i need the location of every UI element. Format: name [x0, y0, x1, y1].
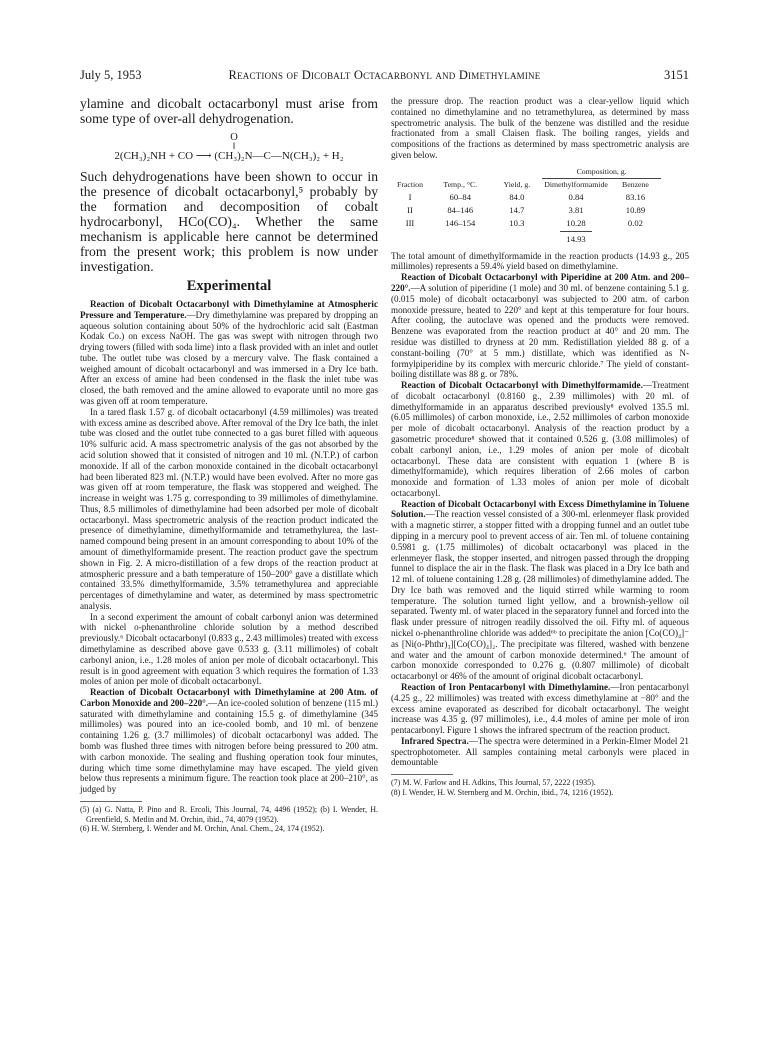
- running-head: [80, 68, 689, 84]
- table-cell: 10.89: [625, 204, 646, 215]
- table-cell: 3.81: [568, 204, 584, 215]
- table-cell: 83.16: [625, 191, 646, 202]
- piperidine-paragraph: [391, 272, 689, 380]
- paragraph-text: —Treatment of dicobalt octacarbonyl (0.8160 g., 2.39 millimoles) with 20 ml. of dimethylformamide in an apparatus described previously⁸ evolved 135.5 ml. (6.05 millimoles) of carbon monoxide, i.e., 2.52 millimoles of carbon monoxide per mole of dicobalt octacarbonyl. Analysis of the reaction product by a gasometric procedure⁸ showed that it contained 0.526 g. (3.08 millimoles) of cobalt carbonyl anion, i.e., 1.29 moles of anion per mole of dicobalt octacarbonyl. These data are consistent with equation 1 (where B is dimethylformamide), which requires liberation of 2.66 moles of carbon monoxide and formation of 1.33 moles of anion per mole of dicobalt octacarbonyl.: [391, 380, 689, 498]
- paragraph-text: —An ice-cooled solution of benzene (115 ml.) saturated with dimethylamine and containing 15.5 g. of dimethylamine (345 millimoles) was poured into an ice-cooled bomb, and 10 ml. of benzene containing 1.26 g. (3.7 millimoles) of dicobalt octacarbonyl was added. The bomb was flushed three times with nitrogen before being pressured to 200 atm. with carbon monoxide. The sealing and flushing operation took four minutes, during which time some dimethylamine may have escaped. The yield given below thus represents a minimum figure. The reaction took place at 200–210°, as judged by: [80, 697, 379, 795]
- left-column: [80, 96, 378, 834]
- run-in-heading: Infrared Spectra.: [401, 735, 469, 746]
- run-in-heading: Reaction of Dicobalt Octacarbonyl with Dimethylamine at 200 Atm. of Carbon Monoxide and 200–220°.: [80, 687, 378, 708]
- paragraph-text: —A solution of piperidine (1 mole) and 30 ml. of benzene containing 5.1 g. (0.015 mole) of dicobalt octacarbonyl was subjected to 200 atm. of carbon monoxide pressure, heated to 220° and kept at this temperature for four hours. After cooling, the autoclave was opened and the products were removed. Benzene was evaporated from the reaction product at 40° and 20 mm. The residue was distilled to dryness at 20 mm. Redistillation yielded 88 g. of a constant-boiling (70° at 5 mm.) distillate, which was identified as N-formylpiperidine by its complex with mercuric chloride.⁷ The yield of constant-boiling distillate was 88 g. or 78%.: [391, 283, 689, 380]
- yield-paragraph: The total amount of dimethylformamide in the reaction products (14.93 g., 205 millimoles) represents a 59.4% yield based on dimethylamine.: [391, 250, 689, 272]
- toluene-paragraph: [391, 499, 689, 682]
- page-number: 3151: [664, 68, 689, 82]
- table-cell: I: [408, 191, 412, 202]
- experimental-paragraph-2: In a tared flask 1.57 g. of dicobalt octacarbonyl (4.59 millimoles) was treated with excess amine as described above. After removal of the Dry Ice bath, the inlet tube was closed and the outlet tube connected to a gas buret filled with aqueous 10% sulfuric acid. A mass spectrometric analysis of the gas not absorbed by the acid solution showed that it consisted of nitrogen and 10 ml. (N.T.P.) of carbon monoxide. If all of the carbon monoxide contained in the dicobalt octacarbonyl had been liberated 823 ml. (N.T.P.) would have been evolved. After no more gas was given off at room temperature, the flask was stoppered and weighed. The increase in weight was 1.75 g. corresponding to 39 millimoles of dimethylamine. Thus, 8.5 millimoles of dimethylamine had been adsorbed per mole of dicobalt octacarbonyl. Mass spectrometric analysis of the reaction product indicated the presence of dimethylamine, dimethylformamide and tetramethylurea, the last-named compound being present in an amount corresponding to about 10% of the amount of dimethylformamide present. The reaction product gave the spectrum shown in Fig. 2. A micro-distillation of a few drops of the reaction product at atmospheric pressure and a bath temperature of 150–200° gave a distillate which contained 33.5% dimethylformamide, 3.5% tetramethylurea and appreciable percentages of dimethylamine and water, as determined by mass spectrometric analysis.: [80, 406, 378, 611]
- footnote-6: (6) H. W. Sternberg, I. Wender and M. Orchin, Anal. Chem., 24, 174 (1952).: [80, 824, 325, 834]
- table-cell: III: [405, 217, 415, 228]
- table-cell: 84–146: [447, 204, 474, 215]
- experimental-paragraph-1: [80, 299, 378, 407]
- paragraph-text: —Dry dimethylamine was prepared by dropping an aqueous solution containing about 50% of the hydrochloric acid salt (Eastman Kodak Co.) on excess NaOH. The gas was swept with nitrogen through two drying towers (filled with soda lime) into a flask provided with an inlet and outlet tube. The outlet tube was closed by a mercury valve. The flask contained a weighed amount of dicobalt octacarbonyl and was immersed in a Dry Ice bath. After an excess of amine had been condensed in the flask the inlet tube was closed, the bath removed and the amine allowed to evaporate until no more gas was given off at room temperature.: [80, 309, 378, 407]
- table-header: Temp., °C.: [443, 179, 478, 189]
- table-row: [391, 191, 661, 204]
- table-cell: 10.28: [566, 217, 586, 228]
- running-title: Reactions of Dicobalt Octacarbonyl and Dimethylamine: [228, 68, 541, 82]
- table-total-row: [391, 230, 661, 246]
- run-in-heading: Reaction of Dicobalt Octacarbonyl with Dimethylformamide.: [401, 380, 643, 391]
- dehydrogenation-paragraph: Such dehydrogenations have been shown to occur in the presence of dicobalt octacarbonyl,⁵ probably by the formation and decomposition of cobalt hydrocarbonyl, HCo(CO)₄. Whether the same mechanism is applicable here cannot be determined from the present work; this problem is now under investigation.: [80, 169, 378, 274]
- table-header: Fraction: [397, 179, 423, 189]
- table-header: Yield, g.: [503, 179, 531, 189]
- table-cell: 60–84: [449, 191, 471, 202]
- table-row: [391, 217, 661, 230]
- run-in-heading: Reaction of Dicobalt Octacarbonyl with Dimethylamine at Atmospheric Pressure and Temperature.: [80, 299, 378, 320]
- table-header: Benzene: [622, 179, 649, 189]
- table-row: [391, 204, 661, 217]
- footnote-8: (8) I. Wender, H. W. Sternberg and M. Orchin, ibid., 74, 1216 (1952).: [391, 787, 614, 797]
- table-cell: II: [407, 204, 413, 215]
- table-cell: 146–154: [445, 217, 476, 228]
- equation: 2(CH₃)₂NH + CO ⟶ (CH₃)₂N—C—N(CH₃)₂ + H₂: [114, 150, 344, 162]
- paragraph-text: —The reaction vessel consisted of a 300-ml. erlenmeyer flask provided with a magnetic stirrer, a stopper fitted with a dropping funnel and an outlet tube dipping in a mercury pool to prevent access of air. Ten ml. of toluene containing 0.5981 g. (1.75 millimoles) of dicobalt octacarbonyl was placed in the erlenmeyer flask, the stopper inserted, and nitrogen passed through the dropping funnel to displace the air in the flask. The flask was placed in a Dry Ice bath and 12 ml. of toluene containing 1.28 g. (28 millimoles) of dimethylamine added. The Dry Ice bath was removed and the liquid stirred while warming to room temperature. The solution turned light yellow, and a brownish-yellow oil separated. Twenty ml. of water placed in the separatory funnel and forced into the flask under pressure of nitrogen readily dissolved the oil. Fifty ml. of aqueous nickel o-phenanthroline chloride was added⁶ᵇ to precipitate the anion [Co(CO)₄]⁻ as [Ni(o-Phthr)₃][Co(CO)₄]₂. The precipitate was filtered, washed with benzene and water and the amount of carbon monoxide determined.⁶ The amount of carbon monoxide corresponded to 0.276 g. (0.807 millimole) of dicobalt octacarbonyl or 46% of the amount of original dicobalt octacarbonyl.: [391, 509, 689, 682]
- experimental-paragraph-3: In a second experiment the amount of cobalt carbonyl anion was determined with nickel o-phenanthroline chloride solution by a method described previously.⁶ Dicobalt octacarbonyl (0.833 g., 2.43 millimoles) treated with excess dimethylamine as described above gave 0.533 g. (3.11 millimoles) of cobalt carbonyl anion, i.e., 1.28 moles of anion per mole of dicobalt octacarbonyl. This result is in good agreement with equation 3 which requires the formation of 1.33 moles of anion per mole of dicobalt octacarbonyl.: [80, 611, 378, 687]
- issue-date: July 5, 1953: [80, 68, 142, 82]
- paragraph-text: —Iron pentacarbonyl (4.25 g., 22 millimoles) was treated with excess dimethylamine at −80° and the excess amine evaporated as described for dicobalt octacarbonyl. The weight increase was 4.35 g. (97 millimoles), i.e., 4.4 moles of amine per mole of iron pentacarbonyl. Figure 1 shows the infrared spectrum of the reaction product.: [391, 681, 689, 736]
- section-heading-experimental: Experimental: [186, 278, 272, 294]
- equation-carbonyl-o: O: [230, 132, 238, 143]
- continued-paragraph: the pressure drop. The reaction product was a clear-yellow liquid which contained no dimethylamine and no tetramethylurea, as determined by mass spectrometric analysis. The bulk of the benzene was distilled and the residue fractionated from a small Claisen flask. The boiling ranges, yields and compositions of the fractions as determined by mass spectrometric analysis are given below.: [391, 96, 689, 160]
- footnote-rule: [391, 774, 453, 775]
- footnote-7: (7) M. W. Farlow and H. Adkins, This Journal, 57, 2222 (1935).: [391, 778, 596, 788]
- footnote-rule: [80, 801, 142, 802]
- table-header: Dimethylformamide: [544, 179, 608, 189]
- table-cell: 84.0: [509, 191, 525, 202]
- paragraph-text: —The spectra were determined in a Perkin-Elmer Model 21 spectrophotometer. All samples containing metal carbonyls were placed in demountable: [391, 735, 689, 768]
- iron-pentacarbonyl-paragraph: [391, 682, 689, 736]
- table-group-header: Composition, g.: [542, 166, 661, 179]
- run-in-heading: Reaction of Iron Pentacarbonyl with Dimethylamine.: [401, 681, 611, 692]
- table-cell: 14.7: [509, 204, 525, 215]
- equation-block: [80, 132, 378, 163]
- table-cell: 0.84: [568, 191, 584, 202]
- infrared-paragraph: [391, 736, 689, 768]
- run-in-heading: Reaction of Dicobalt Octacarbonyl with Piperidine at 200 Atm. and 200–220°.: [391, 272, 689, 294]
- equation-double-bond: ‖: [232, 141, 236, 151]
- dimethylformamide-paragraph: [391, 380, 689, 499]
- right-column: [391, 96, 689, 797]
- footnote-5: (5) (a) G. Natta, P. Pino and R. Ercoli, This Journal, 74, 4496 (1952); (b) I. Wender, H. Greenfield, S. Metlin and M. Orchin, ibid., 74, 4079 (1952).: [80, 804, 378, 824]
- fractions-table: [391, 166, 661, 246]
- table-total: 14.93: [560, 231, 591, 245]
- table-cell: 0.02: [627, 217, 643, 228]
- run-in-heading: Reaction of Dicobalt Octacarbonyl with Excess Dimethylamine in Toluene Solution.: [391, 498, 689, 520]
- lead-paragraph: ylamine and dicobalt octacarbonyl must arise from some type of over-all dehydrogenation.: [80, 96, 378, 126]
- table-cell: 10.3: [509, 217, 525, 228]
- experimental-paragraph-4: [80, 687, 378, 795]
